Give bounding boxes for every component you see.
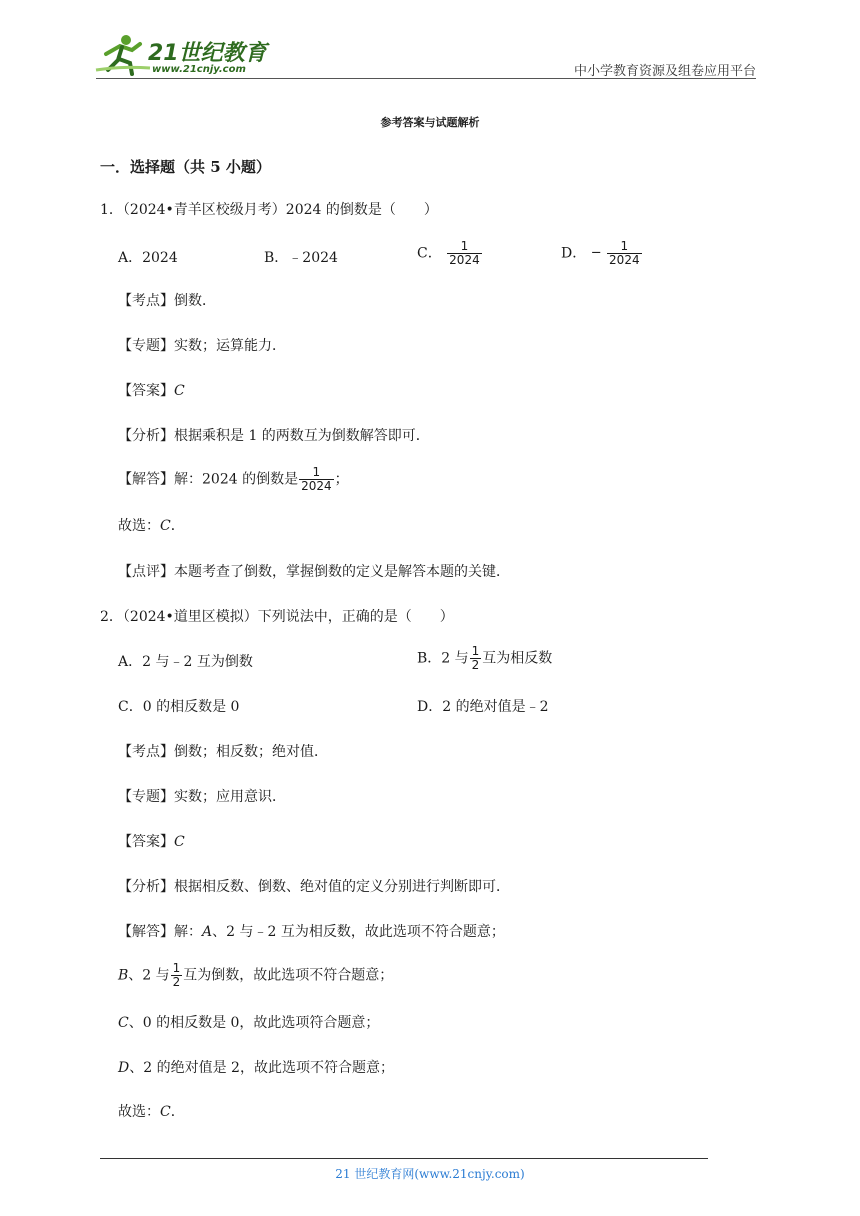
fraction-numerator: 1 (471, 644, 480, 658)
q2-guxuan (118, 1102, 185, 1122)
site-logo[interactable] (92, 30, 267, 80)
answer-label: 【答案】 (118, 834, 174, 850)
answer-label: 【答案】 (118, 383, 174, 399)
q1-option-d-label: D． (561, 245, 587, 262)
line-d-label: D (118, 1060, 130, 1076)
line-b-label: B (118, 967, 129, 984)
answer-value: C (174, 834, 185, 850)
q1-guxuan (118, 516, 185, 536)
q1-fenxi: 【分析】根据乘积是 1 的两数互为倒数解答即可． (118, 428, 430, 444)
guxuan-suffix: ． (170, 518, 185, 534)
header-divider (96, 78, 756, 79)
line-c-label: C (118, 1015, 129, 1031)
page-title: 参考答案与试题解析 (380, 116, 480, 129)
q1-stem: 1．（2024•青羊区校级月考）2024 的倒数是（ ） (100, 202, 438, 218)
q2-zhuanti: 【专题】实数；应用意识． (118, 789, 286, 805)
logo-text: 21世纪教育 (148, 41, 267, 66)
fraction-denominator: 2024 (449, 253, 480, 267)
q2-line-c (118, 1013, 379, 1033)
fraction (607, 240, 642, 267)
logo-url: www.21cnjy.com (152, 64, 246, 75)
fraction-denominator: 2 (172, 975, 181, 989)
fraction (470, 645, 482, 672)
footer-link[interactable]: 21 世纪教育网(www.21cnjy.com) (335, 1167, 525, 1181)
option-b-prefix: B．2 与 (417, 650, 469, 667)
fraction-numerator: 1 (620, 239, 629, 253)
q1-option-d (561, 240, 643, 267)
section-heading: 一．选择题（共 5 小题） (100, 158, 271, 176)
q1-kaodian: 【考点】倒数． (118, 293, 216, 309)
q1-zhuanti: 【专题】实数；运算能力． (118, 338, 286, 354)
line-a-text: 、2 与﹣2 互为相反数，故此选项不符合题意； (212, 924, 505, 940)
line-b-suffix: 互为倒数，故此选项不符合题意； (183, 967, 394, 984)
q1-option-c (417, 240, 483, 267)
jieda-prefix: 【解答】解： (118, 924, 202, 940)
jieda-text: 【解答】解：2024 的倒数是 (118, 471, 299, 488)
q1-jieda (118, 466, 349, 493)
fraction-numerator: 1 (172, 961, 181, 975)
guxuan-suffix: ． (170, 1104, 185, 1120)
q2-stem: 2．（2024•道里区模拟）下列说法中，正确的是（ ） (100, 609, 454, 625)
fraction-denominator: 2 (471, 658, 480, 672)
guxuan-value: C (160, 1104, 171, 1120)
fraction (447, 240, 482, 267)
footer-divider (100, 1158, 708, 1159)
guxuan-prefix: 故选： (118, 1104, 160, 1120)
jieda-suffix: ； (334, 471, 349, 488)
fraction-denominator: 2024 (609, 253, 640, 267)
line-c-text: 、0 的相反数是 0，故此选项符合题意； (128, 1015, 380, 1031)
option-b-suffix: 互为相反数 (482, 650, 553, 667)
q2-option-d: D．2 的绝对值是﹣2 (417, 699, 549, 715)
minus-sign: − (590, 245, 602, 261)
guxuan-value: C (160, 518, 171, 534)
q2-answer (118, 832, 185, 852)
line-a-label: A (202, 924, 213, 940)
q2-jieda (118, 922, 505, 942)
fraction-numerator: 1 (460, 239, 469, 253)
q2-option-a: A．2 与﹣2 互为倒数 (118, 654, 253, 670)
fraction (299, 466, 334, 493)
q2-option-b (417, 645, 552, 672)
q1-option-b: B．﹣2024 (264, 250, 338, 266)
q2-option-c: C．0 的相反数是 0 (118, 699, 240, 715)
fraction-denominator: 2024 (301, 479, 332, 493)
q2-fenxi: 【分析】根据相反数、倒数、绝对值的定义分别进行判断即可． (118, 879, 510, 895)
q1-answer (118, 381, 185, 401)
site-name: 中小学教育资源及组卷应用平台 (573, 64, 756, 79)
fraction-numerator: 1 (312, 465, 321, 479)
guxuan-prefix: 故选： (118, 518, 160, 534)
fraction (171, 962, 183, 989)
line-d-text: 、2 的绝对值是 2，故此选项不符合题意； (129, 1060, 394, 1076)
q2-kaodian: 【考点】倒数；相反数；绝对值． (118, 744, 328, 760)
answer-value: C (174, 383, 185, 399)
line-b-prefix: 、2 与 (128, 967, 170, 984)
q2-line-d (118, 1058, 394, 1078)
q1-option-c-label: C． (417, 245, 442, 262)
q1-option-a: A．2024 (118, 250, 178, 266)
q2-line-b (118, 962, 393, 989)
q1-dianping: 【点评】本题考查了倒数，掌握倒数的定义是解答本题的关键． (118, 564, 510, 580)
